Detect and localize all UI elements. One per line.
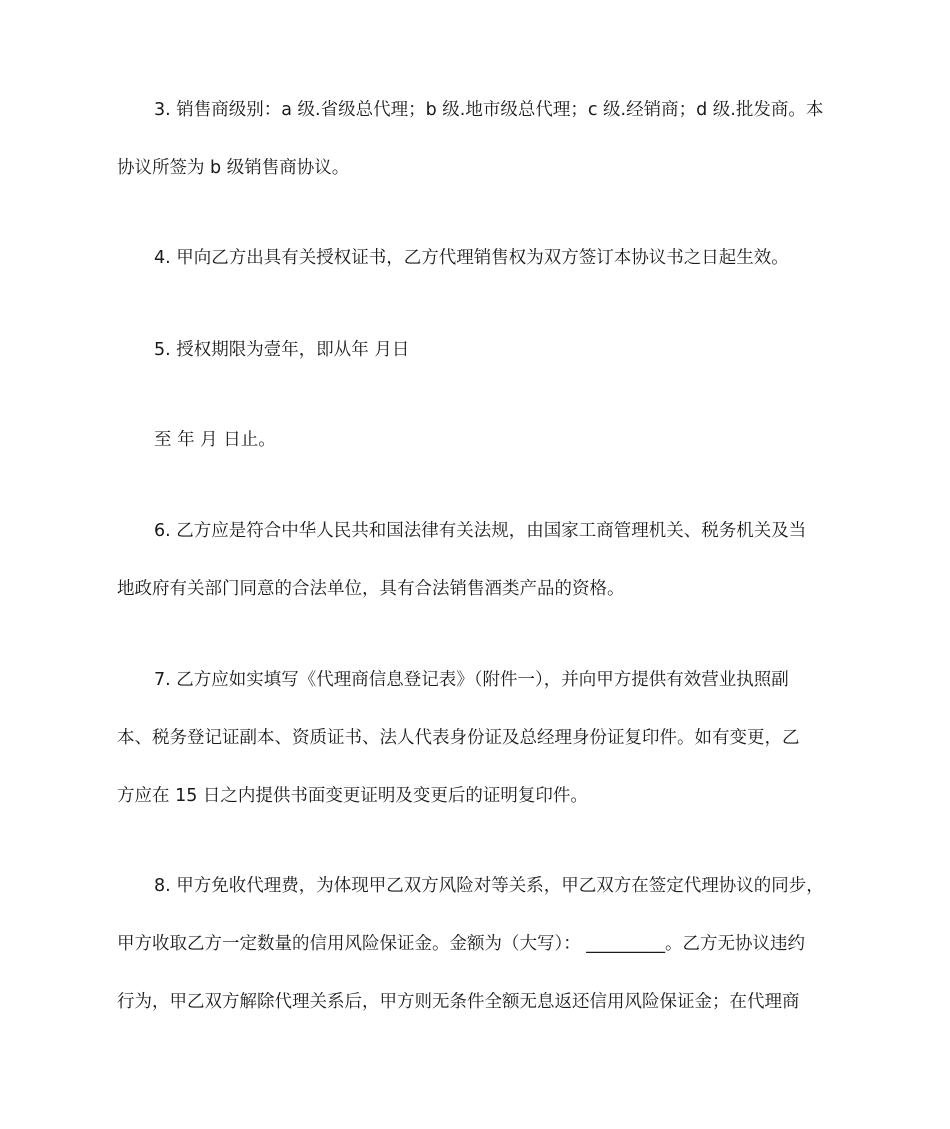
clause-6-line-2: 地政府有关部门同意的合法单位，具有合法销售酒类产品的资格。 xyxy=(117,579,625,599)
clause-3-line-1: 3. 销售商级别：a 级.省级总代理；b 级.地市级总代理；c 级.经销商；d 级.批发商。本 xyxy=(154,100,824,120)
clause-5-line-1: 5. 授权期限为壹年，即从年 月日 xyxy=(154,340,410,360)
clause-3-line-2: 协议所签为 b 级销售商协议。 xyxy=(117,158,350,178)
clause-8-line-2: 甲方收取乙方一定数量的信用风险保证金。金额为（大写）： _________。乙方无协议违约 xyxy=(117,934,806,954)
clause-7-line-3: 方应在 15 日之内提供书面变更证明及变更后的证明复印件。 xyxy=(117,786,588,806)
clause-7-line-2: 本、税务登记证副本、资质证书、法人代表身份证及总经理身份证复印件。如有变更，乙 xyxy=(117,728,800,748)
clause-4-line-1: 4. 甲向乙方出具有关授权证书，乙方代理销售权为双方签订本协议书之日起生效。 xyxy=(154,248,789,268)
clause-8-line-1: 8. 甲方免收代理费，为体现甲乙双方风险对等关系，甲乙双方在签定代理协议的同步， xyxy=(154,876,824,896)
clause-6-line-1: 6. 乙方应是符合中华人民共和国法律有关法规，由国家工商管理机关、税务机关及当 xyxy=(154,521,807,541)
clause-7-line-1: 7. 乙方应如实填写《代理商信息登记表》（附件一），并向甲方提供有效营业执照副 xyxy=(154,670,789,690)
clause-5-line-2: 至 年 月 日止。 xyxy=(154,430,276,450)
clause-8-line-3: 行为，甲乙双方解除代理关系后，甲方则无条件全额无息返还信用风险保证金；在代理商 xyxy=(117,992,800,1012)
